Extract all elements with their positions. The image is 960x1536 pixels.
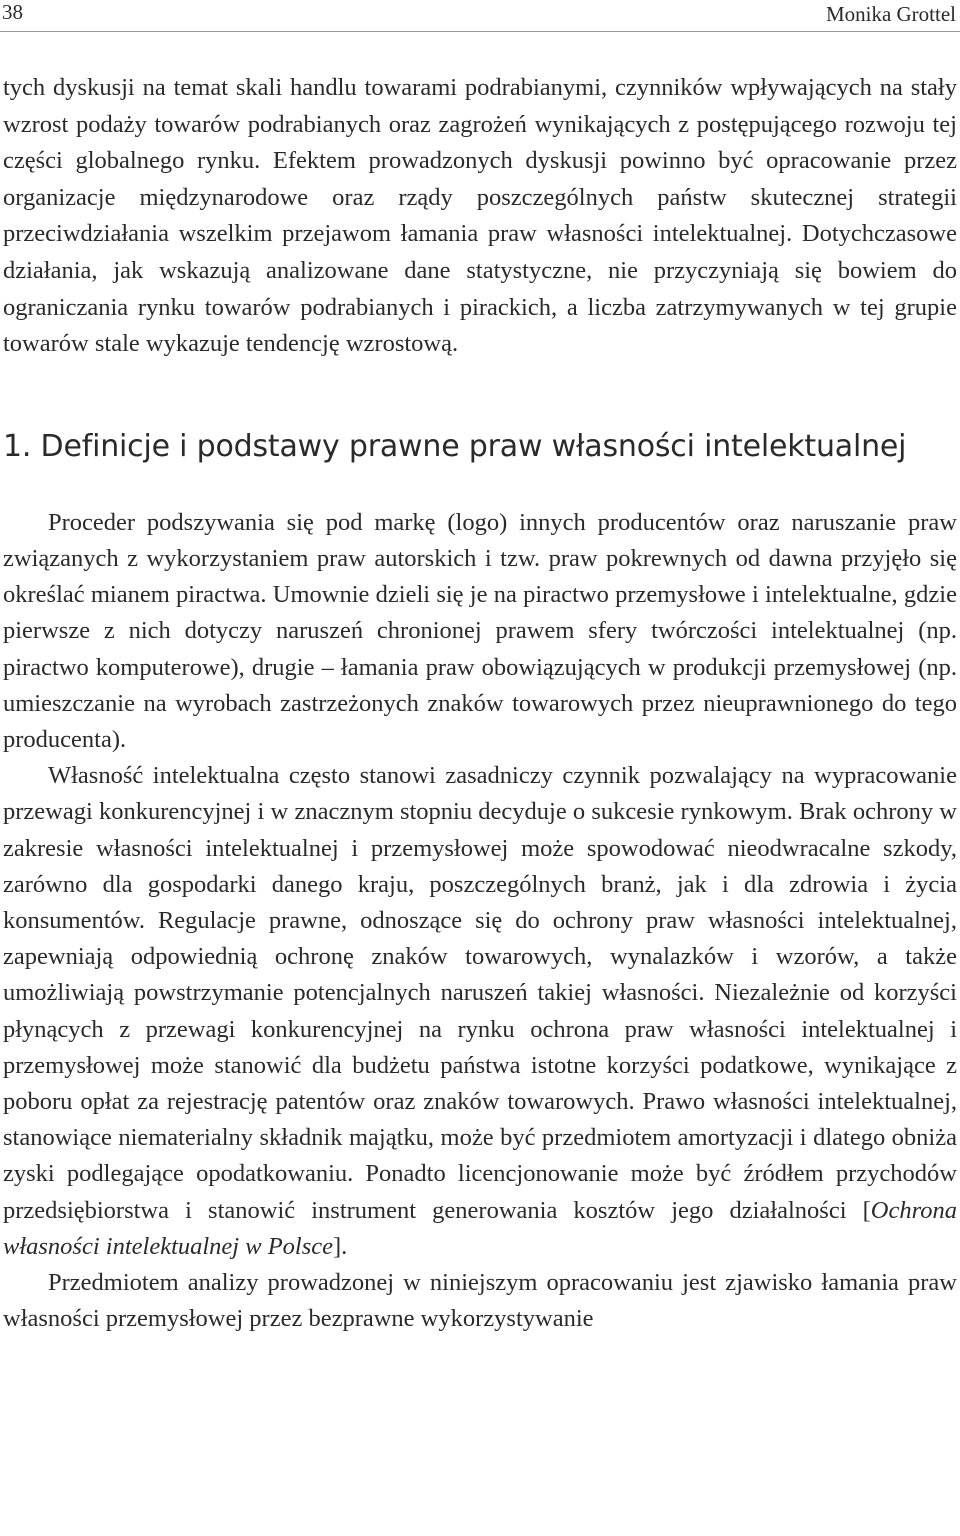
citation-title: Ochrona własności intelektualnej w Polsce <box>3 1196 957 1260</box>
paragraph-2-text: Własność intelektualna często stanowi zasadniczy czynnik pozwalający na wypracowanie przewagi konkurencyjnej i w znacznym stopniu decyduje o sukcesie rynkowym. Brak ochrony w zakresie własności intelektualnej i przemysłowej może spowodować nieodwracalne szkody, zarówno dla gospodarki danego kraju, poszczególnych branż, jak i dla zdrowia i życia konsumentów. Regulacje prawne, odnoszące się do ochrony praw własności intelektualnej, zapewniają odpowiednią ochronę znaków towarowych, wynalazków i wzorów, a także umożliwiają powstrzymanie potencjalnych naruszeń takiej własności. Niezależnie od korzyści płynących z przewagi konkurencyjnej na rynku ochrona praw własności intelektualnej i przemysłowej może stanowić dla budżetu państwa istotne korzyści podatkowe, wynikające z poboru opłat za rejestrację patentów oraz znaków towarowych. Prawo własności intelektualnej, stanowiące niematerialny składnik majątku, może być przedmiotem amortyzacji i dlatego obniża zyski podlegające opodatkowaniu. Ponadto licencjonowanie może być źródłem przychodów przedsiębiorstwa i stanowić instrument generowania kosztów jego działalności [ <box>3 762 957 1224</box>
page-number: 38 <box>2 0 23 24</box>
section-paragraph-3: Przedmiotem analizy prowadzonej w niniejszym opracowaniu jest zjawisko łamania praw własności przemysłowej przez bezprawne wykorzystywanie <box>3 1269 957 1333</box>
section-heading: 1. Definicje i podstawy prawne praw własności intelektualnej <box>3 428 907 464</box>
section-paragraph-1: Proceder podszywania się pod markę (logo) innych producentów oraz naruszanie praw związanych z wykorzystaniem praw autorskich i tzw. praw pokrewnych od dawna przyjęło się określać mianem piractwa. Umownie dzieli się je na piractwo przemysłowe i intelektualne, gdzie pierwsze z nich dotyczy naruszeń chronionej prawem sfery twórczości intelektualnej (np. piractwo komputerowe), drugie – łamania praw obowiązujących w produkcji przemysłowej (np. umieszczanie na wyrobach zastrzeżonych znaków towarowych przez nieuprawnionego do tego producenta). <box>3 508 957 753</box>
header-rule <box>0 31 960 32</box>
running-header <box>0 0 960 30</box>
section-body <box>3 505 957 1338</box>
author-name: Monika Grottel <box>825 2 956 26</box>
section-paragraph-2 <box>3 758 957 1265</box>
intro-paragraph: tych dyskusji na temat skali handlu towarami podrabianymi, czynników wpływających na stały wzrost podaży towarów podrabianych oraz zagrożeń wynikających z postępującego rozwoju tej części globalnego rynku. Efektem prowadzonych dyskusji powinno być opracowanie przez organizacje międzynarodowe oraz rządy poszczególnych państw skutecznej strategii przeciwdziałania wszelkim przejawom łamania praw własności intelektualnej. Dotychczasowe działania, jak wskazują analizowane dane statystyczne, nie przyczyniają się bowiem do ograniczania rynku towarów podrabianych i pirackich, a liczba zatrzymywanych w tej grupie towarów stale wykazuje tendencję wzrostową. <box>3 74 957 358</box>
page-body <box>3 70 957 1337</box>
paragraph-2-end: ]. <box>333 1232 348 1260</box>
